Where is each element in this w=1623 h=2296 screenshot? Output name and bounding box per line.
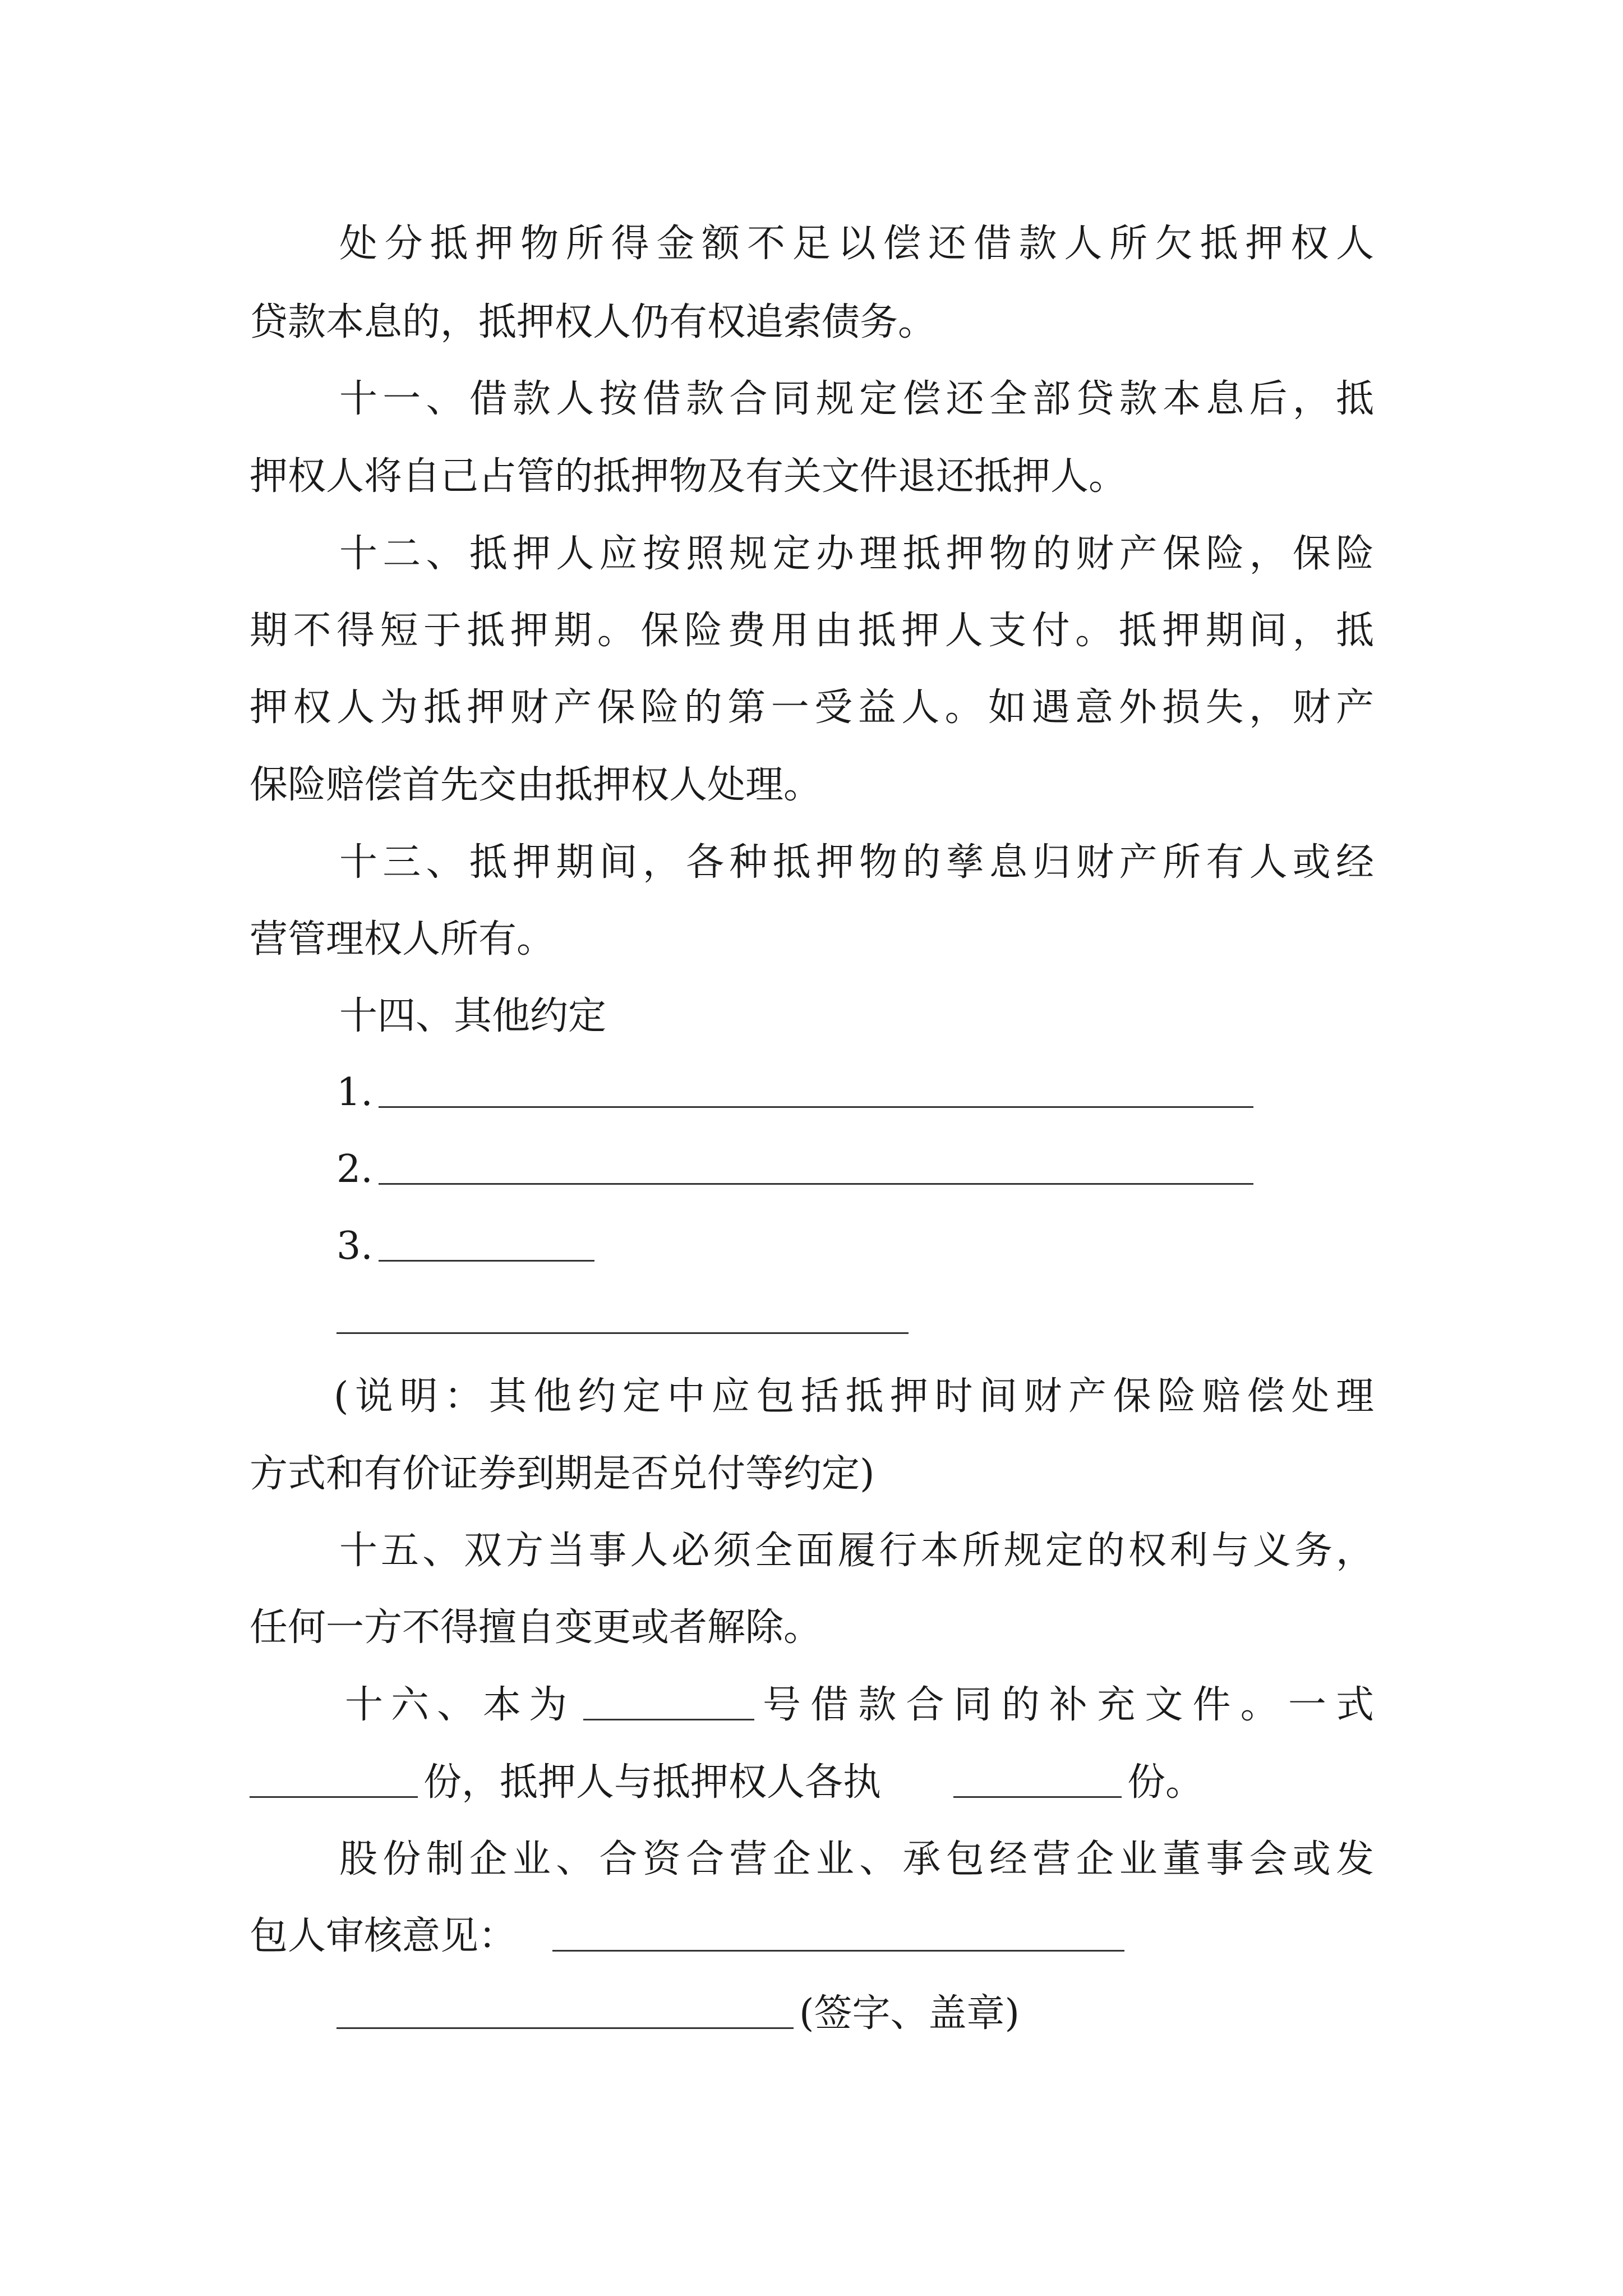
clause-text: 十四、其他约定 [339,994,607,1038]
clause-12-line [0,526,1623,582]
review-line [0,1908,1623,1964]
clause-text: 押权人为抵押财产保险的第一受益人。如遇意外损失，财产 [250,685,1374,730]
paragraph-text: 贷款本息的，抵押权人仍有权追索债务。 [250,300,937,344]
clause-12-line [0,680,1623,736]
review-text: 股份制企业、合资合营企业、承包经营企业董事会或发 [339,1837,1374,1881]
clause-16-line [0,1755,1623,1811]
item-number: 2. [336,1147,373,1191]
signature-line [0,1986,1623,2042]
clause-16-line [0,1677,1623,1733]
clause-11-line [0,449,1623,505]
clause-text: 期不得短于抵押期。保险费用由抵押人支付。抵押期间，抵 [250,609,1374,653]
signature-blank[interactable] [336,1986,794,2029]
paragraph-line [0,295,1623,351]
note-line [0,1369,1623,1425]
clause-text: 营管理权人所有。 [250,917,555,961]
clause-13-line [0,912,1623,968]
clause-12-line [0,757,1623,813]
list-item [0,1065,1623,1121]
clause-text: 份，抵押人与抵押权人各执 [423,1760,882,1805]
fill-in-blank[interactable] [379,1142,1253,1185]
review-opinion-blank[interactable] [552,1908,1124,1952]
list-item [0,1218,1623,1274]
paragraph-line [0,216,1623,272]
clause-text: 十六、本为 [345,1683,575,1727]
clause-text: 十三、抵押期间，各种抵押物的孳息归财产所有人或经 [339,840,1374,885]
clause-15-line [0,1523,1623,1579]
item-number: 1. [336,1070,373,1115]
clause-text: 十二、抵押人应按照规定办理抵押物的财产保险，保险 [339,532,1374,576]
clause-13-line [0,835,1623,891]
clause-11-line [0,371,1623,427]
clause-text: 份。 [1127,1760,1204,1805]
clause-text: 号借款合同的补充文件。一式 [763,1683,1374,1727]
note-text: 方式和有价证券到期是否兑付等约定) [250,1452,875,1496]
fill-in-blank-line[interactable] [336,1332,909,1334]
clause-15-line [0,1600,1623,1656]
copies-total-blank[interactable] [250,1755,418,1798]
copies-each-blank[interactable] [953,1755,1122,1798]
clause-text: 保险赔偿首先交由抵押权人处理。 [250,763,822,807]
contract-number-blank[interactable] [583,1677,754,1720]
clause-text: 任何一方不得擅自变更或者解除。 [250,1605,822,1650]
signature-note: (签字、盖章) [799,1991,1020,2036]
item-number: 3. [336,1224,373,1268]
note-text: (说明：其他约定中应包括抵押时间财产保险赔偿处理 [334,1374,1374,1419]
note-line [0,1446,1623,1502]
clause-text: 押权人将自己占管的抵押物及有关文件退还抵押人。 [250,454,1127,499]
list-item [0,1142,1623,1198]
clause-text: 十一、借款人按借款合同规定偿还全部贷款本息后，抵 [339,377,1374,421]
clause-text: 十五、双方当事人必须全面履行本所规定的权利与义务， [339,1529,1374,1573]
review-line [0,1832,1623,1888]
review-label: 包人审核意见： [250,1914,517,1958]
clause-14-heading [0,988,1623,1045]
clause-12-line [0,603,1623,659]
paragraph-text: 处分抵押物所得金额不足以偿还借款人所欠抵押权人 [339,222,1374,266]
fill-in-blank[interactable] [379,1065,1253,1108]
fill-in-blank[interactable] [379,1218,594,1262]
